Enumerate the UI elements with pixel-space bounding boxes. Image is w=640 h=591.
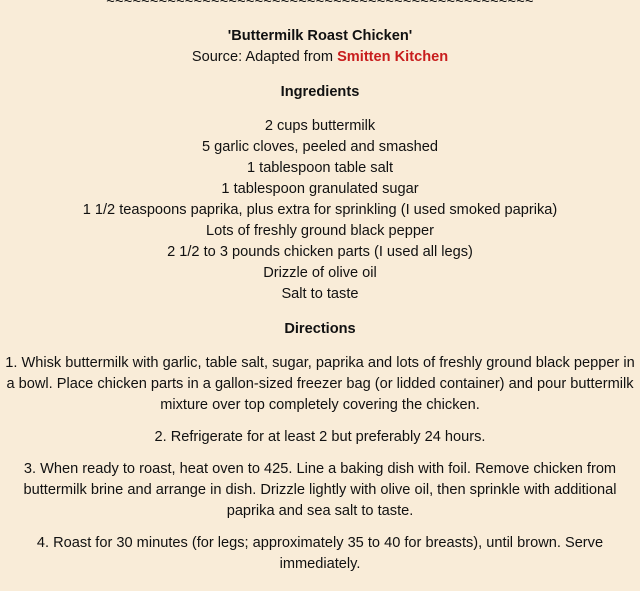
recipe-title: 'Buttermilk Roast Chicken' [227, 28, 413, 44]
ingredient-item: 5 garlic cloves, peeled and smashed [201, 139, 439, 155]
ingredient-item: Salt to taste [281, 286, 359, 302]
ingredient-item: 2 cups buttermilk [264, 118, 376, 134]
ingredient-item: 1 tablespoon table salt [246, 160, 394, 176]
direction-step: 1. Whisk buttermilk with garlic, table salt, sugar, paprika and lots of freshly ground black pepper in a bowl. Place chicken parts in a gallon-sized freezer bag (or lidded container) and pour buttermilk mixture over top completely covering the chicken. [5, 355, 635, 413]
direction-step: 3. When ready to roast, heat oven to 425. Line a baking dish with foil. Remove chicken from buttermilk brine and arrange in dish. Drizzle lightly with olive oil, then sprinkle with additional paprika and sea salt to taste. [23, 461, 617, 519]
recipe-source [0, 47, 640, 68]
ingredient-item: Lots of freshly ground black pepper [206, 223, 434, 239]
ingredient-item: 2 1/2 to 3 pounds chicken parts (I used all legs) [167, 244, 473, 260]
direction-step: 2. Refrigerate for at least 2 but preferably 24 hours. [154, 429, 486, 445]
ingredient-item: 1 1/2 teaspoons paprika, plus extra for sprinkling (I used smoked paprika) [82, 202, 558, 218]
source-prefix: Source: Adapted from [191, 49, 338, 65]
ingredients-heading: Ingredients [280, 84, 360, 100]
directions-heading: Directions [284, 321, 356, 337]
direction-step: 4. Roast for 30 minutes (for legs; approximately 35 to 40 for breasts), until brown. Serve immediately. [36, 535, 604, 572]
ingredient-item: Drizzle of olive oil [263, 265, 377, 281]
recipe-content [0, 26, 640, 586]
ingredient-item: 1 tablespoon granulated sugar [221, 181, 419, 197]
tilde-divider: ~~~~~~~~~~~~~~~~~~~~~~~~~~~~~~~~~~~~~~~~~~~~~~~~~ [106, 0, 534, 10]
directions-list [0, 353, 640, 575]
source-link[interactable]: Smitten Kitchen [337, 49, 449, 65]
ingredients-list [0, 116, 640, 305]
